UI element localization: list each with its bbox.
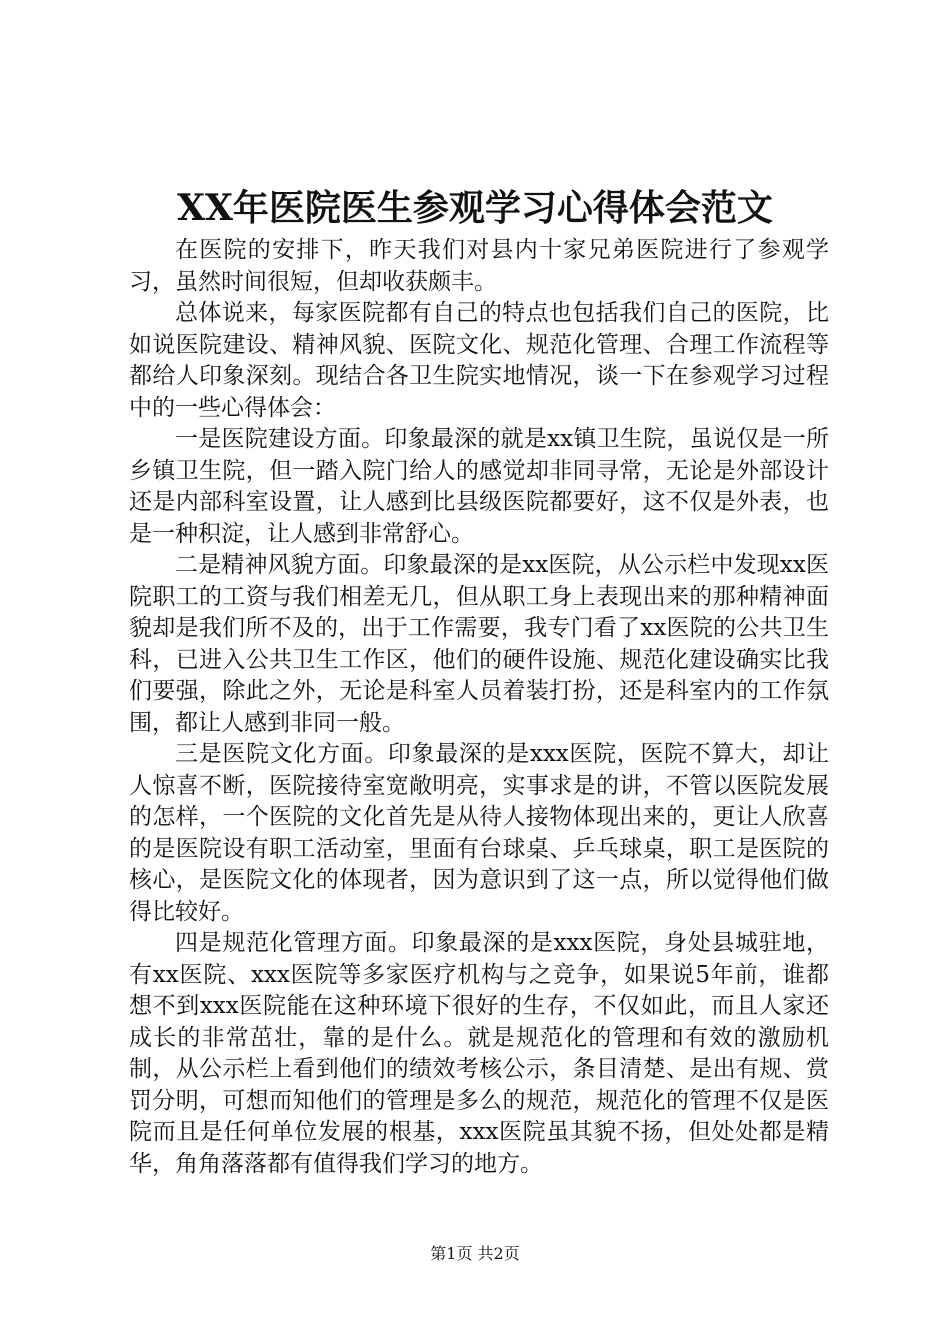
paragraph-culture: 三是医院文化方面。印象最深的是xxx医院，医院不算大，却让人惊喜不断，医院接待室宽敞明亮，实事求是的讲，不管以医院发展的怎样，一个医院的文化首先是从待人接物体现出来的，更让人欣喜的是医院设有职工活动室，里面有台球桌、乒乓球桌，职工是医院的核心，是医院文化的体现者，因为意识到了这一点，所以觉得他们做得比较好。 bbox=[129, 741, 829, 925]
paragraph-overview: 总体说来，每家医院都有自己的特点也包括我们自己的医院，比如说医院建设、精神风貌、医院文化、规范化管理、合理工作流程等都给人印象深刻。现结合各卫生院实地情况，谈一下在参观学习过程中的一些心得体会： bbox=[129, 300, 829, 421]
paragraph-management: 四是规范化管理方面。印象最深的是xxx医院，身处县城驻地，有xx医院、xxx医院等多家医疗机构与之竞争，如果说5年前，谁都想不到xxx医院能在这种环境下很好的生存，不仅如此，而且人家还成长的非常茁壮，靠的是什么。就是规范化的管理和有效的激励机制，从公示栏上看到他们的绩效考核公示，条目清楚、是出有规、赏罚分明，可想而知他们的管理是多么的规范，规范化的管理不仅是医院而且是任何单位发展的根基，xxx医院虽其貌不扬，但处处都是精华，角角落落都有值得我们学习的地方。 bbox=[129, 930, 829, 1177]
paragraph-intro: 在医院的安排下，昨天我们对县内十家兄弟医院进行了参观学习，虽然时间很短，但却收获颇丰。 bbox=[129, 237, 829, 295]
page-number-footer: 第1页 共2页 bbox=[430, 1244, 520, 1263]
paragraph-spirit: 二是精神风貌方面。印象最深的是xx医院，从公示栏中发现xx医院职工的工资与我们相差无几，但从职工身上表现出来的那种精神面貌却是我们所不及的，出于工作需要，我专门看了xx医院的公共卫生科，已进入公共卫生工作区，他们的硬件设施、规范化建设确实比我们要强，除此之外，无论是科室人员着装打扮，还是科室内的工作氛围，都让人感到非同一般。 bbox=[129, 552, 829, 736]
paragraph-hospital-construction: 一是医院建设方面。印象最深的就是xx镇卫生院，虽说仅是一所乡镇卫生院，但一踏入院门给人的感觉却非同寻常，无论是外部设计还是内部科室设置，让人感到比县级医院都要好，这不仅是外表，也是一种积淀，让人感到非常舒心。 bbox=[129, 426, 829, 547]
document-body bbox=[129, 235, 829, 1180]
document-title: XX年医院医生参观学习心得体会范文 bbox=[177, 187, 773, 229]
